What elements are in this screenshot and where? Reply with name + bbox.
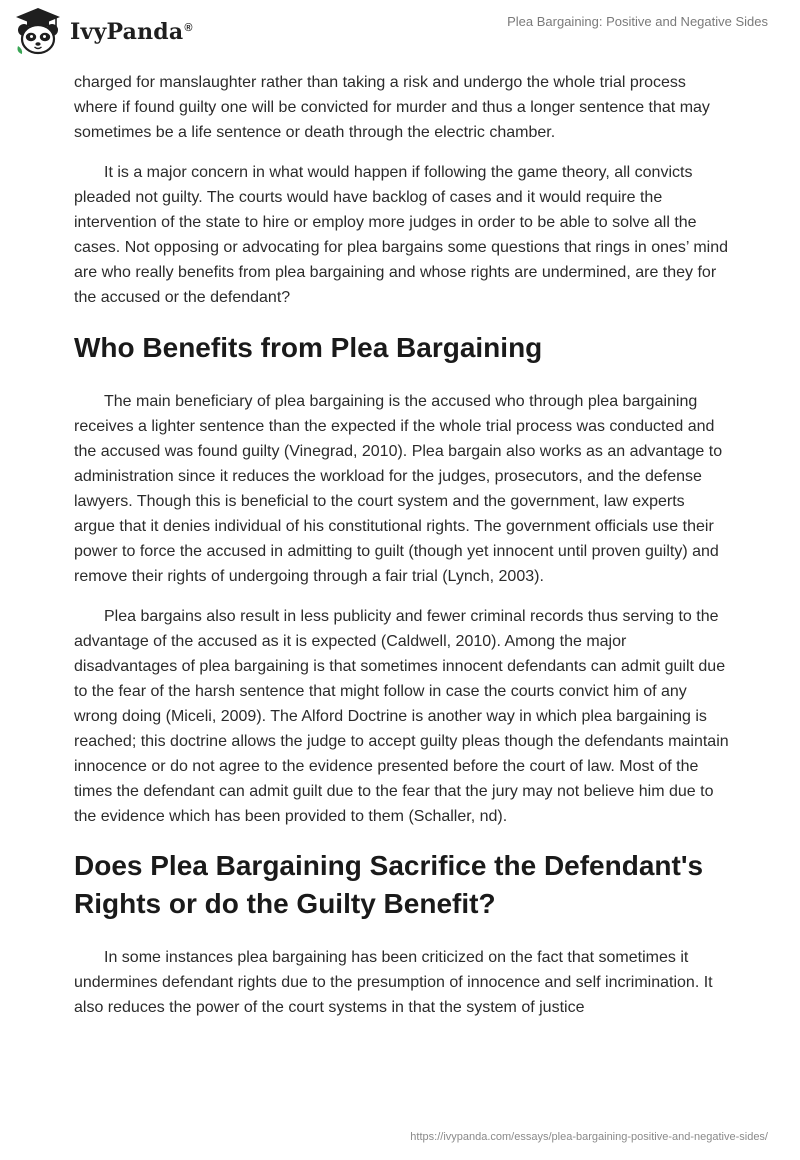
section-heading-defendant-rights: Does Plea Bargaining Sacrifice the Defendant's Rights or do the Guilty Benefit? [74,850,704,919]
paragraph-game-theory: It is a major concern in what would happen if following the game theory, all convicts pleaded not guilty. The courts would have backlog of cases and it would require the intervention of the state to hire or employ more judges in order to be able to solve all the cases. Not opposing or advocating for plea bargains some questions that rings in ones’ mind are who really benefits from plea bargaining and whose rights are undermined, are they for the accused or the defendant? [74,164,729,306]
section-heading-who-benefits: Who Benefits from Plea Bargaining [74,332,543,363]
logo-text: IvyPanda [70,19,184,45]
essay-content [74,70,730,1020]
paragraph-continued: charged for manslaughter rather than taking a risk and undergo the whole trial process where if found guilty one will be convicted for murder and thus a longer sentence that may sometimes be a life sentence or death through the electric chamber. [74,74,710,141]
paragraph-main-beneficiary: The main beneficiary of plea bargaining is the accused who through plea bargaining receives a lighter sentence than the expected if the whole trial process was conducted and the accused was found guilty (Vinegrad, 2010). Plea bargain also works as an advantage to administration since it reduces the workload for the judges, prosecutors, and the defense lawyers. Though this is beneficial to the court system and the government, law experts argue that it denies individual of his constitutional rights. The government officials use their power to force the accused in admitting to guilt (though yet innocent until proven guilty) and remove their rights of undergoing through a fair trial (Lynch, 2003). [74,393,723,585]
source-url[interactable]: https://ivypanda.com/essays/plea-bargaining-positive-and-negative-sides/ [410,1131,768,1143]
paragraph-criticism: In some instances plea bargaining has been criticized on the fact that sometimes it undermines defendant rights due to the presumption of innocence and self incrimination. It also reduces the power of the court systems in that the system of justice [74,949,713,1016]
page-header [0,0,800,70]
logo-wordmark [70,19,193,45]
paragraph-publicity: Plea bargains also result in less publicity and fewer criminal records thus serving to the advantage of the accused as it is expected (Caldwell, 2010). Among the major disadvantages of plea bargaining is that sometimes innocent defendants can admit guilt due to the fear of the harsh sentence that might follow in case the courts convict him of any wrong doing (Miceli, 2009). The Alford Doctrine is another way in which plea bargaining is reached; this doctrine allows the judge to accept guilty pleas though the defendants maintain innocence or do not agree to the evidence presented before the court of law. Most of the times the defendant can admit guilt due to the fear that the jury may not believe him due to the evidence which has been provided to them (Schaller, nd). [74,608,729,825]
panda-graduate-icon [14,6,62,56]
registered-mark: ® [184,21,193,34]
site-logo[interactable] [14,6,193,56]
running-title: Plea Bargaining: Positive and Negative Sides [507,14,768,29]
